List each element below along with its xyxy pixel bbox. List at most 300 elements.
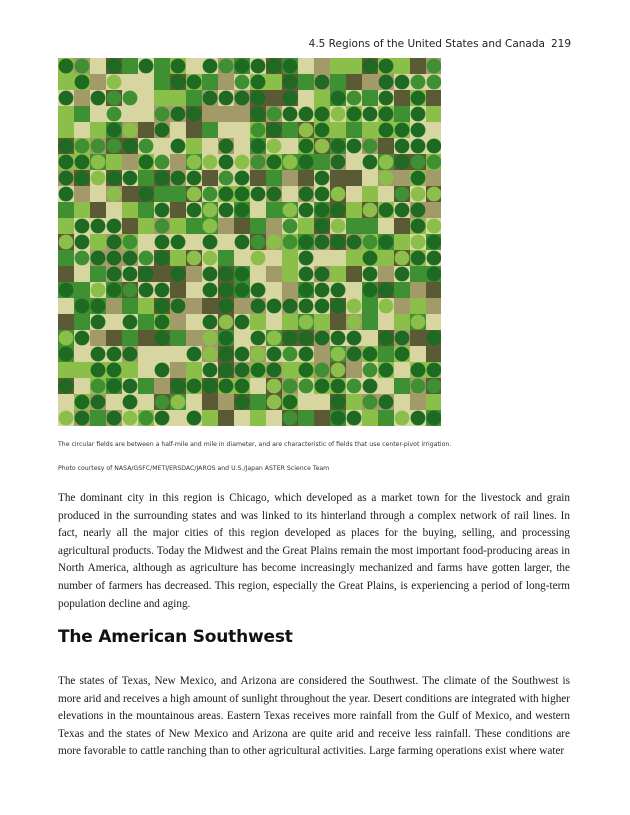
pivot-irrigation-circle bbox=[203, 347, 218, 362]
pivot-irrigation-circle bbox=[363, 107, 378, 122]
pivot-irrigation-circle bbox=[379, 235, 394, 250]
pivot-irrigation-circle bbox=[219, 379, 234, 394]
field-parcel bbox=[74, 378, 90, 394]
pivot-irrigation-circle bbox=[123, 379, 138, 394]
pivot-irrigation-circle bbox=[315, 139, 330, 154]
pivot-irrigation-circle bbox=[427, 235, 441, 250]
pivot-irrigation-circle bbox=[171, 75, 186, 90]
field-parcel bbox=[186, 90, 202, 106]
pivot-irrigation-circle bbox=[219, 267, 234, 282]
pivot-irrigation-circle bbox=[107, 139, 122, 154]
field-parcel bbox=[266, 266, 282, 282]
field-parcel bbox=[138, 218, 154, 234]
field-parcel bbox=[410, 330, 426, 346]
field-parcel bbox=[394, 170, 410, 186]
pivot-irrigation-circle bbox=[187, 75, 202, 90]
pivot-irrigation-circle bbox=[267, 187, 282, 202]
field-parcel bbox=[378, 378, 394, 394]
field-parcel bbox=[170, 410, 186, 426]
pivot-irrigation-circle bbox=[203, 411, 218, 426]
pivot-irrigation-circle bbox=[91, 171, 106, 186]
pivot-irrigation-circle bbox=[411, 155, 426, 170]
pivot-irrigation-circle bbox=[155, 331, 170, 346]
pivot-irrigation-circle bbox=[91, 395, 106, 410]
pivot-irrigation-circle bbox=[219, 363, 234, 378]
pivot-irrigation-circle bbox=[379, 59, 394, 74]
field-parcel bbox=[218, 234, 234, 250]
field-parcel bbox=[74, 266, 90, 282]
pivot-irrigation-circle bbox=[75, 299, 90, 314]
pivot-irrigation-circle bbox=[75, 219, 90, 234]
pivot-irrigation-circle bbox=[203, 379, 218, 394]
pivot-irrigation-circle bbox=[267, 139, 282, 154]
pivot-irrigation-circle bbox=[395, 411, 410, 426]
pivot-irrigation-circle bbox=[235, 395, 250, 410]
field-parcel bbox=[170, 122, 186, 138]
pivot-irrigation-circle bbox=[219, 203, 234, 218]
field-parcel bbox=[394, 90, 410, 106]
field-parcel bbox=[234, 122, 250, 138]
pivot-irrigation-circle bbox=[331, 395, 346, 410]
pivot-irrigation-circle bbox=[363, 59, 378, 74]
pivot-irrigation-circle bbox=[315, 219, 330, 234]
pivot-irrigation-circle bbox=[347, 299, 362, 314]
satellite-image-center-pivot-fields bbox=[58, 58, 441, 426]
pivot-irrigation-circle bbox=[107, 363, 122, 378]
pivot-irrigation-circle bbox=[283, 395, 298, 410]
pivot-irrigation-circle bbox=[59, 219, 74, 234]
pivot-irrigation-circle bbox=[395, 347, 410, 362]
field-parcel bbox=[218, 410, 234, 426]
pivot-irrigation-circle bbox=[331, 59, 346, 74]
pivot-irrigation-circle bbox=[411, 203, 426, 218]
pivot-irrigation-circle bbox=[123, 395, 138, 410]
field-parcel bbox=[426, 346, 441, 362]
pivot-irrigation-circle bbox=[315, 379, 330, 394]
field-parcel bbox=[426, 170, 441, 186]
pivot-irrigation-circle bbox=[315, 75, 330, 90]
pivot-irrigation-circle bbox=[59, 347, 74, 362]
pivot-irrigation-circle bbox=[315, 203, 330, 218]
pivot-irrigation-circle bbox=[171, 395, 186, 410]
pivot-irrigation-circle bbox=[251, 139, 266, 154]
pivot-irrigation-circle bbox=[75, 139, 90, 154]
pivot-irrigation-circle bbox=[363, 187, 378, 202]
pivot-irrigation-circle bbox=[299, 363, 314, 378]
pivot-irrigation-circle bbox=[363, 283, 378, 298]
pivot-irrigation-circle bbox=[315, 267, 330, 282]
pivot-irrigation-circle bbox=[123, 411, 138, 426]
field-parcel bbox=[282, 170, 298, 186]
field-parcel bbox=[122, 58, 138, 74]
pivot-irrigation-circle bbox=[139, 411, 154, 426]
field-parcel bbox=[138, 74, 154, 90]
pivot-irrigation-circle bbox=[363, 235, 378, 250]
pivot-irrigation-circle bbox=[107, 411, 122, 426]
pivot-irrigation-circle bbox=[187, 347, 202, 362]
pivot-irrigation-circle bbox=[331, 235, 346, 250]
pivot-irrigation-circle bbox=[235, 75, 250, 90]
field-parcel bbox=[90, 410, 106, 426]
pivot-irrigation-circle bbox=[411, 379, 426, 394]
field-parcel bbox=[154, 90, 170, 106]
field-parcel bbox=[346, 202, 362, 218]
field-parcel bbox=[74, 282, 90, 298]
pivot-irrigation-circle bbox=[123, 299, 138, 314]
pivot-irrigation-circle bbox=[155, 171, 170, 186]
field-parcel bbox=[330, 266, 346, 282]
field-parcel bbox=[90, 234, 106, 250]
field-parcel bbox=[170, 202, 186, 218]
pivot-irrigation-circle bbox=[75, 411, 90, 426]
field-parcel bbox=[74, 202, 90, 218]
pivot-irrigation-circle bbox=[363, 363, 378, 378]
pivot-irrigation-circle bbox=[363, 251, 378, 266]
pivot-irrigation-circle bbox=[379, 283, 394, 298]
pivot-irrigation-circle bbox=[219, 283, 234, 298]
pivot-irrigation-circle bbox=[267, 203, 282, 218]
field-parcel bbox=[394, 106, 410, 122]
pivot-irrigation-circle bbox=[427, 59, 441, 74]
pivot-irrigation-circle bbox=[59, 235, 74, 250]
field-parcel bbox=[122, 218, 138, 234]
field-parcel bbox=[266, 314, 282, 330]
pivot-irrigation-circle bbox=[203, 331, 218, 346]
pivot-irrigation-circle bbox=[315, 283, 330, 298]
pivot-irrigation-circle bbox=[203, 91, 218, 106]
field-parcel bbox=[314, 394, 330, 410]
field-parcel bbox=[138, 330, 154, 346]
pivot-irrigation-circle bbox=[203, 251, 218, 266]
pivot-irrigation-circle bbox=[283, 331, 298, 346]
pivot-irrigation-circle bbox=[123, 267, 138, 282]
field-parcel bbox=[122, 74, 138, 90]
field-parcel bbox=[250, 170, 266, 186]
field-parcel bbox=[90, 266, 106, 282]
pivot-irrigation-circle bbox=[139, 283, 154, 298]
field-parcel bbox=[330, 250, 346, 266]
field-parcel bbox=[170, 154, 186, 170]
field-parcel bbox=[154, 186, 170, 202]
pivot-irrigation-circle bbox=[427, 155, 441, 170]
field-parcel bbox=[58, 266, 74, 282]
pivot-irrigation-circle bbox=[283, 219, 298, 234]
field-parcel bbox=[314, 346, 330, 362]
field-parcel bbox=[410, 58, 426, 74]
pivot-irrigation-circle bbox=[171, 171, 186, 186]
pivot-irrigation-circle bbox=[219, 91, 234, 106]
field-parcel bbox=[298, 90, 314, 106]
field-parcel bbox=[394, 58, 410, 74]
body-paragraph-southwest: The states of Texas, New Mexico, and Arizona are considered the Southwest. The climate of the Southwest is more arid and receives a high amount of sunlight throughout the year. Desert conditions are integrated with higher elevations in the mountainous areas. Eastern Texas receives more rainfall from the Gulf of Mexico, and western Texas and the states of New Mexico and Arizona are quite arid and receive less rainfall. These conditions are more favorable to cattle ranching than to other agricultural activities. Large farming operations exist where water bbox=[58, 675, 570, 758]
pivot-irrigation-circle bbox=[123, 315, 138, 330]
pivot-irrigation-circle bbox=[171, 59, 186, 74]
pivot-irrigation-circle bbox=[267, 379, 282, 394]
body-paragraph-midwest: The dominant city in this region is Chicago, which developed as a market town for the livestock and grain produced in the surrounding states and was linked to its hinterland through a complex network of rail lines. In fact, nearly all the major cities of this region developed as places for the buying, selling, and processing agricultural products. Today the Midwest and the Great Plains remain the most important food-producing areas in North America, although as agriculture has become increasingly mechanized and farms have gotten larger, the number of farmers has decreased. This region, especially the Great Plains, is experiencing a period of long-term population decline and aging. bbox=[58, 492, 570, 610]
pivot-irrigation-circle bbox=[91, 283, 106, 298]
pivot-irrigation-circle bbox=[219, 139, 234, 154]
field-parcel bbox=[58, 394, 74, 410]
field-parcel bbox=[74, 346, 90, 362]
field-parcel bbox=[282, 122, 298, 138]
pivot-irrigation-circle bbox=[267, 155, 282, 170]
field-parcel bbox=[314, 314, 330, 330]
pivot-irrigation-circle bbox=[155, 59, 170, 74]
pivot-irrigation-circle bbox=[107, 155, 122, 170]
pivot-irrigation-circle bbox=[59, 155, 74, 170]
pivot-irrigation-circle bbox=[59, 411, 74, 426]
field-parcel bbox=[74, 362, 90, 378]
field-parcel bbox=[170, 314, 186, 330]
pivot-irrigation-circle bbox=[299, 299, 314, 314]
pivot-irrigation-circle bbox=[187, 411, 202, 426]
pivot-irrigation-circle bbox=[267, 363, 282, 378]
field-parcel bbox=[426, 282, 441, 298]
pivot-irrigation-circle bbox=[315, 187, 330, 202]
pivot-irrigation-circle bbox=[299, 107, 314, 122]
pivot-irrigation-circle bbox=[299, 379, 314, 394]
field-parcel bbox=[282, 314, 298, 330]
field-parcel bbox=[90, 106, 106, 122]
pivot-irrigation-circle bbox=[155, 395, 170, 410]
pivot-irrigation-circle bbox=[267, 123, 282, 138]
pivot-irrigation-circle bbox=[411, 219, 426, 234]
field-parcel bbox=[202, 170, 218, 186]
pivot-irrigation-circle bbox=[91, 363, 106, 378]
pivot-irrigation-circle bbox=[107, 107, 122, 122]
field-parcel bbox=[154, 74, 170, 90]
pivot-irrigation-circle bbox=[427, 75, 441, 90]
pivot-irrigation-circle bbox=[91, 347, 106, 362]
field-parcel bbox=[314, 58, 330, 74]
field-parcel bbox=[426, 90, 441, 106]
field-parcel bbox=[362, 298, 378, 314]
pivot-irrigation-circle bbox=[299, 331, 314, 346]
field-parcel bbox=[218, 250, 234, 266]
pivot-irrigation-circle bbox=[235, 267, 250, 282]
pivot-irrigation-circle bbox=[251, 363, 266, 378]
field-parcel bbox=[58, 202, 74, 218]
field-parcel bbox=[298, 58, 314, 74]
figure-caption: The circular fields are between a half-mile and mile in diameter, and are characteristic of fields that use center-pivot irrigation. bbox=[58, 441, 452, 448]
pivot-irrigation-circle bbox=[283, 107, 298, 122]
field-parcel bbox=[74, 122, 90, 138]
pivot-irrigation-circle bbox=[395, 331, 410, 346]
field-parcel bbox=[186, 394, 202, 410]
field-parcel bbox=[362, 74, 378, 90]
field-parcel bbox=[122, 106, 138, 122]
pivot-irrigation-circle bbox=[235, 91, 250, 106]
field-parcel bbox=[122, 202, 138, 218]
pivot-irrigation-circle bbox=[363, 155, 378, 170]
field-parcel bbox=[250, 378, 266, 394]
field-parcel bbox=[346, 218, 362, 234]
pivot-irrigation-circle bbox=[219, 187, 234, 202]
field-parcel bbox=[378, 266, 394, 282]
field-parcel bbox=[90, 58, 106, 74]
field-parcel bbox=[90, 74, 106, 90]
pivot-irrigation-circle bbox=[187, 171, 202, 186]
pivot-irrigation-circle bbox=[315, 363, 330, 378]
pivot-irrigation-circle bbox=[91, 91, 106, 106]
pivot-irrigation-circle bbox=[363, 347, 378, 362]
pivot-irrigation-circle bbox=[283, 75, 298, 90]
pivot-irrigation-circle bbox=[91, 155, 106, 170]
pivot-irrigation-circle bbox=[427, 107, 441, 122]
field-parcel bbox=[234, 138, 250, 154]
pivot-irrigation-circle bbox=[91, 315, 106, 330]
pivot-irrigation-circle bbox=[347, 315, 362, 330]
pivot-irrigation-circle bbox=[75, 155, 90, 170]
pivot-irrigation-circle bbox=[251, 299, 266, 314]
field-parcel bbox=[154, 346, 170, 362]
field-parcel bbox=[330, 170, 346, 186]
pivot-irrigation-circle bbox=[75, 107, 90, 122]
pivot-irrigation-circle bbox=[331, 187, 346, 202]
pivot-irrigation-circle bbox=[251, 251, 266, 266]
pivot-irrigation-circle bbox=[251, 123, 266, 138]
field-parcel bbox=[154, 138, 170, 154]
pivot-irrigation-circle bbox=[379, 171, 394, 186]
field-parcel bbox=[346, 122, 362, 138]
field-parcel bbox=[186, 234, 202, 250]
field-parcel bbox=[266, 74, 282, 90]
pivot-irrigation-circle bbox=[267, 347, 282, 362]
field-parcel bbox=[298, 410, 314, 426]
field-parcel bbox=[58, 314, 74, 330]
field-parcel bbox=[138, 234, 154, 250]
field-parcel bbox=[186, 218, 202, 234]
pivot-irrigation-circle bbox=[107, 283, 122, 298]
pivot-irrigation-circle bbox=[203, 315, 218, 330]
pivot-irrigation-circle bbox=[139, 155, 154, 170]
pivot-irrigation-circle bbox=[139, 267, 154, 282]
field-parcel bbox=[394, 282, 410, 298]
field-parcel bbox=[186, 122, 202, 138]
pivot-irrigation-circle bbox=[427, 219, 441, 234]
field-parcel bbox=[138, 314, 154, 330]
field-parcel bbox=[250, 202, 266, 218]
field-parcel bbox=[234, 410, 250, 426]
pivot-irrigation-circle bbox=[155, 155, 170, 170]
field-parcel bbox=[266, 170, 282, 186]
pivot-irrigation-circle bbox=[315, 123, 330, 138]
pivot-irrigation-circle bbox=[299, 187, 314, 202]
pivot-irrigation-circle bbox=[347, 235, 362, 250]
pivot-irrigation-circle bbox=[379, 395, 394, 410]
pivot-irrigation-circle bbox=[235, 347, 250, 362]
pivot-irrigation-circle bbox=[219, 155, 234, 170]
field-parcel bbox=[378, 250, 394, 266]
pivot-irrigation-circle bbox=[123, 251, 138, 266]
field-parcel bbox=[394, 218, 410, 234]
field-parcel bbox=[202, 106, 218, 122]
pivot-irrigation-circle bbox=[283, 91, 298, 106]
field-parcel bbox=[202, 74, 218, 90]
field-parcel bbox=[202, 138, 218, 154]
pivot-irrigation-circle bbox=[123, 171, 138, 186]
pivot-irrigation-circle bbox=[299, 123, 314, 138]
pivot-irrigation-circle bbox=[187, 187, 202, 202]
field-parcel bbox=[362, 170, 378, 186]
pivot-irrigation-circle bbox=[251, 347, 266, 362]
pivot-irrigation-circle bbox=[203, 283, 218, 298]
pivot-irrigation-circle bbox=[331, 91, 346, 106]
pivot-irrigation-circle bbox=[411, 235, 426, 250]
pivot-irrigation-circle bbox=[155, 363, 170, 378]
pivot-irrigation-circle bbox=[107, 251, 122, 266]
pivot-irrigation-circle bbox=[171, 235, 186, 250]
pivot-irrigation-circle bbox=[235, 187, 250, 202]
pivot-irrigation-circle bbox=[123, 123, 138, 138]
pivot-irrigation-circle bbox=[411, 187, 426, 202]
pivot-irrigation-circle bbox=[75, 59, 90, 74]
pivot-irrigation-circle bbox=[411, 91, 426, 106]
field-parcel bbox=[314, 250, 330, 266]
pivot-irrigation-circle bbox=[331, 203, 346, 218]
field-parcel bbox=[378, 346, 394, 362]
pivot-irrigation-circle bbox=[411, 75, 426, 90]
pivot-irrigation-circle bbox=[251, 155, 266, 170]
field-parcel bbox=[186, 330, 202, 346]
figure-credit: Photo courtesy of NASA/GSFC/METI/ERSDAC/JAROS and U.S./Japan ASTER Science Team bbox=[58, 465, 330, 472]
field-parcel bbox=[346, 58, 362, 74]
field-parcel bbox=[314, 90, 330, 106]
field-parcel bbox=[362, 330, 378, 346]
pivot-irrigation-circle bbox=[155, 299, 170, 314]
field-parcel bbox=[394, 394, 410, 410]
pivot-irrigation-circle bbox=[411, 411, 426, 426]
field-parcel bbox=[186, 138, 202, 154]
pivot-irrigation-circle bbox=[107, 123, 122, 138]
pivot-irrigation-circle bbox=[75, 331, 90, 346]
pivot-irrigation-circle bbox=[107, 379, 122, 394]
field-parcel bbox=[90, 122, 106, 138]
pivot-irrigation-circle bbox=[139, 59, 154, 74]
page-number: 219 bbox=[550, 38, 571, 50]
field-parcel bbox=[394, 298, 410, 314]
pivot-irrigation-circle bbox=[123, 91, 138, 106]
field-parcel bbox=[218, 106, 234, 122]
pivot-irrigation-circle bbox=[251, 331, 266, 346]
field-parcel bbox=[202, 298, 218, 314]
field-parcel bbox=[218, 218, 234, 234]
field-parcel bbox=[426, 202, 441, 218]
pivot-irrigation-circle bbox=[59, 331, 74, 346]
pivot-irrigation-circle bbox=[251, 187, 266, 202]
field-parcel bbox=[170, 186, 186, 202]
field-parcel bbox=[330, 74, 346, 90]
pivot-irrigation-circle bbox=[395, 155, 410, 170]
pivot-irrigation-circle bbox=[395, 139, 410, 154]
pivot-irrigation-circle bbox=[395, 251, 410, 266]
field-parcel bbox=[218, 122, 234, 138]
pivot-irrigation-circle bbox=[187, 251, 202, 266]
pivot-irrigation-circle bbox=[171, 267, 186, 282]
pivot-irrigation-circle bbox=[59, 283, 74, 298]
pivot-irrigation-circle bbox=[379, 203, 394, 218]
field-parcel bbox=[394, 362, 410, 378]
field-parcel bbox=[138, 106, 154, 122]
pivot-irrigation-circle bbox=[203, 267, 218, 282]
pivot-irrigation-circle bbox=[267, 299, 282, 314]
pivot-irrigation-circle bbox=[427, 139, 441, 154]
pivot-irrigation-circle bbox=[107, 171, 122, 186]
field-parcel bbox=[346, 362, 362, 378]
pivot-irrigation-circle bbox=[283, 235, 298, 250]
pivot-irrigation-circle bbox=[75, 395, 90, 410]
field-parcel bbox=[378, 186, 394, 202]
